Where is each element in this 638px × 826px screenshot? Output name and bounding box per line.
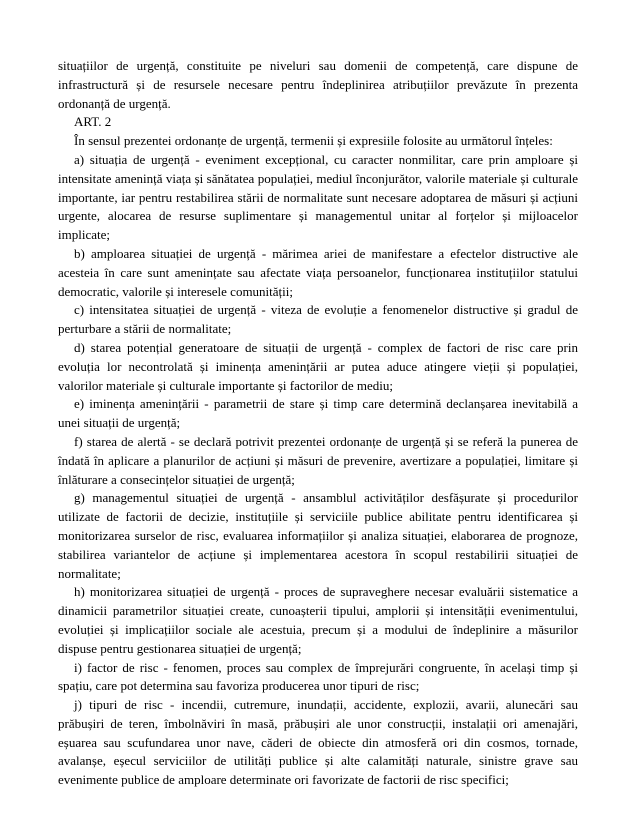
article-intro: În sensul prezentei ordonanțe de urgență, termenii și expresiile folosite au următorul înțeles: <box>74 133 553 149</box>
definition-h: h) monitorizarea situației de urgență - proces de supraveghere necesar evaluării sistematice a dinamicii parametrilor situației create, cunoașterii tipului, amplorii și intensității evenimentului, evoluției și implicațiilor sociale ale acestuia, precum și a modului de îndeplinire a măsurilor dispuse pentru gestionarea situației de urgență; <box>58 584 578 656</box>
definition-g: g) managementul situației de urgență - ansamblul activităților desfășurate și procedurilor utilizate de factorii de decizie, instituțiile și serviciile publice abilitate pentru identificarea și monitorizarea surselor de risc, evaluarea informațiilor și analiza situației, elaborarea de prognoze, stabilirea variantelor de acțiune și implementarea acestora în scopul restabilirii situației de normalitate; <box>58 490 578 581</box>
definition-j: j) tipuri de risc - incendii, cutremure, inundații, accidente, explozii, avarii, alunecări sau prăbușiri de teren, îmbolnăviri în masă, prăbușiri ale unor construcții, instalații ori amenajări, eșuarea sau scufundarea unor nave, căderi de obiecte din atmosferă ori din cosmos, tornade, avalanșe, eșecul serviciilor de utilități publice și alte calamități naturale, sinistre grave sau evenimente publice de amploare determinate ori favorizate de factorii de risc specifici; <box>58 697 578 788</box>
definition-a: a) situația de urgență - eveniment excepțional, cu caracter nonmilitar, care prin amploare și intensitate amenință viața și sănătatea populației, mediul înconjurător, valorile materiale și culturale importante, iar pentru restabilirea stării de normalitate sunt necesare adoptarea de măsuri și acțiuni urgente, alocarea de resurse suplimentare și managementul unitar al forțelor și mijloacelor implicate; <box>58 151 578 243</box>
definition-d: d) starea potențial generatoare de situații de urgență - complex de factori de risc care prin evoluția lor necontrolată și iminența amenințării ar putea aduce atingere vieții și populației, valorilor materiale și culturale importante și factorilor de mediu; <box>58 339 578 393</box>
definition-f: f) starea de alertă - se declară potrivit prezentei ordonanțe de urgență și se referă la punerea de îndată în aplicare a planurilor de acțiuni și măsuri de prevenire, avertizare a populației, limitare și înlăturare a consecințelor situației de urgență; <box>58 433 578 487</box>
definition-b: b) amploarea situației de urgență - mărimea ariei de manifestare a efectelor distructive ale acesteia în care sunt amenințate sau afectate viața persoanelor, funcționarea instituțiilor statului democratic, valorile și interesele comunității; <box>58 245 578 299</box>
definition-i: i) factor de risc - fenomen, proces sau complex de împrejurări congruente, în același timp și spațiu, care pot determina sau favoriza producerea unor tipuri de risc; <box>58 659 578 694</box>
article-title: ART. 2 <box>74 114 112 130</box>
definition-e: e) iminența amenințării - parametrii de stare și timp care determină declanșarea inevitabilă a unei situații de urgență; <box>58 396 578 431</box>
intro-paragraph: situațiilor de urgență, constituite pe niveluri sau domenii de competență, care dispune de infrastructură și de resursele necesare pentru îndeplinirea atribuțiilor prevăzute în prezenta ordonanță de urgență. <box>58 58 578 111</box>
definition-c: c) intensitatea situației de urgență - viteza de evoluție a fenomenelor distructive și gradul de perturbare a stării de normalitate; <box>58 302 578 337</box>
document-page <box>58 57 578 790</box>
